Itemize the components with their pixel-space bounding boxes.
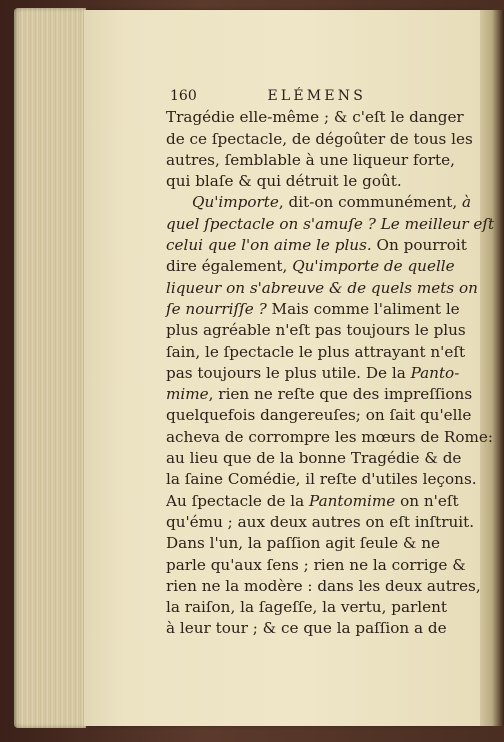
text-line [166, 363, 460, 384]
italic-text: mime [166, 385, 209, 404]
text-line [166, 576, 481, 597]
text-run: au lieu que de la bonne Tragédie & de [166, 449, 462, 468]
text-run: à leur tour ; & ce que la paſſion a de [166, 619, 447, 638]
text-run: Dans l'un, la paſſion agit ſeule & ne [166, 534, 440, 553]
text-run: pas toujours le plus utile. De la [166, 363, 411, 382]
text-line [166, 618, 447, 639]
italic-text: Panto- [410, 363, 460, 382]
page-number: 160 [170, 88, 197, 104]
text-run: plus agréable n'eſt pas toujours le plus [166, 321, 466, 340]
text-run: acheva de corrompre les mœurs de Rome: [166, 427, 494, 446]
text-line [166, 171, 438, 192]
text-line [166, 342, 466, 363]
italic-text: Pantomime [309, 491, 396, 510]
text-run: , dit-on communément, [278, 193, 463, 212]
text-run: Tragédie elle-même ; & c'eſt le danger [166, 108, 464, 127]
text-run: on n'eſt [395, 491, 459, 510]
page-edges [14, 8, 86, 728]
body-text [166, 107, 495, 639]
text-line [166, 214, 495, 235]
text-run: qu'ému ; aux deux autres on eſt inſtruit. [166, 512, 475, 531]
italic-text: quel ſpectacle on s'amuſe ? Le meilleur eſt [166, 214, 495, 233]
text-run: la raiſon, la ſageſſe, la vertu, parlent [166, 598, 447, 617]
text-run: autres, ſemblable à une liqueur forte, [166, 150, 455, 169]
text-line [166, 320, 466, 341]
italic-text: liqueur on s'abreuve & de quels mets on [166, 278, 478, 297]
text-line [166, 235, 467, 256]
text-run: parle qu'aux ſens ; rien ne la corrige & [166, 555, 466, 574]
text-line [166, 256, 455, 277]
running-head-title: ELÉMENS [267, 88, 366, 104]
italic-text: Qu'importe de quelle [292, 257, 455, 276]
text-line [166, 427, 494, 448]
text-line [166, 491, 459, 512]
page-gutter [480, 10, 504, 726]
text-line [166, 150, 455, 171]
page-text [166, 86, 495, 640]
text-line [166, 448, 462, 469]
text-line [166, 555, 466, 576]
text-run: On pourroit [371, 236, 467, 255]
text-line [166, 405, 472, 426]
text-run: de ce ſpectacle, de dégoûter de tous les [166, 129, 473, 148]
text-run: la ſaine Comédie, il reſte d'utiles leçons. [166, 470, 477, 489]
text-run: qui blaſe & qui détruit le goût. [166, 172, 402, 191]
text-run: Au ſpectacle de la [166, 491, 310, 510]
text-run: dire également, [166, 257, 293, 276]
text-line [166, 278, 478, 299]
text-line [166, 107, 464, 128]
text-line [166, 597, 447, 618]
text-line [166, 129, 473, 150]
text-line [166, 533, 438, 554]
text-line [166, 192, 472, 213]
text-line [166, 469, 477, 490]
text-run: Mais comme l'aliment le [266, 299, 460, 318]
italic-text: ſe nourriſſe ? [166, 299, 267, 318]
text-run: ſain, le ſpectacle le plus attrayant n'eſt [166, 342, 466, 361]
italic-text: celui que l'on aime le plus. [166, 236, 372, 255]
italic-text: à [462, 193, 472, 212]
text-line [166, 299, 460, 320]
text-line [166, 384, 473, 405]
text-run: quelquefois dangereuſes; on ſait qu'elle [166, 406, 472, 425]
text-run: , rien ne reſte que des impreſſions [208, 385, 473, 404]
italic-text: Qu'importe [192, 193, 279, 212]
text-run: rien ne la modère : dans les deux autres, [166, 576, 481, 595]
running-header [170, 86, 366, 107]
text-line [166, 512, 475, 533]
